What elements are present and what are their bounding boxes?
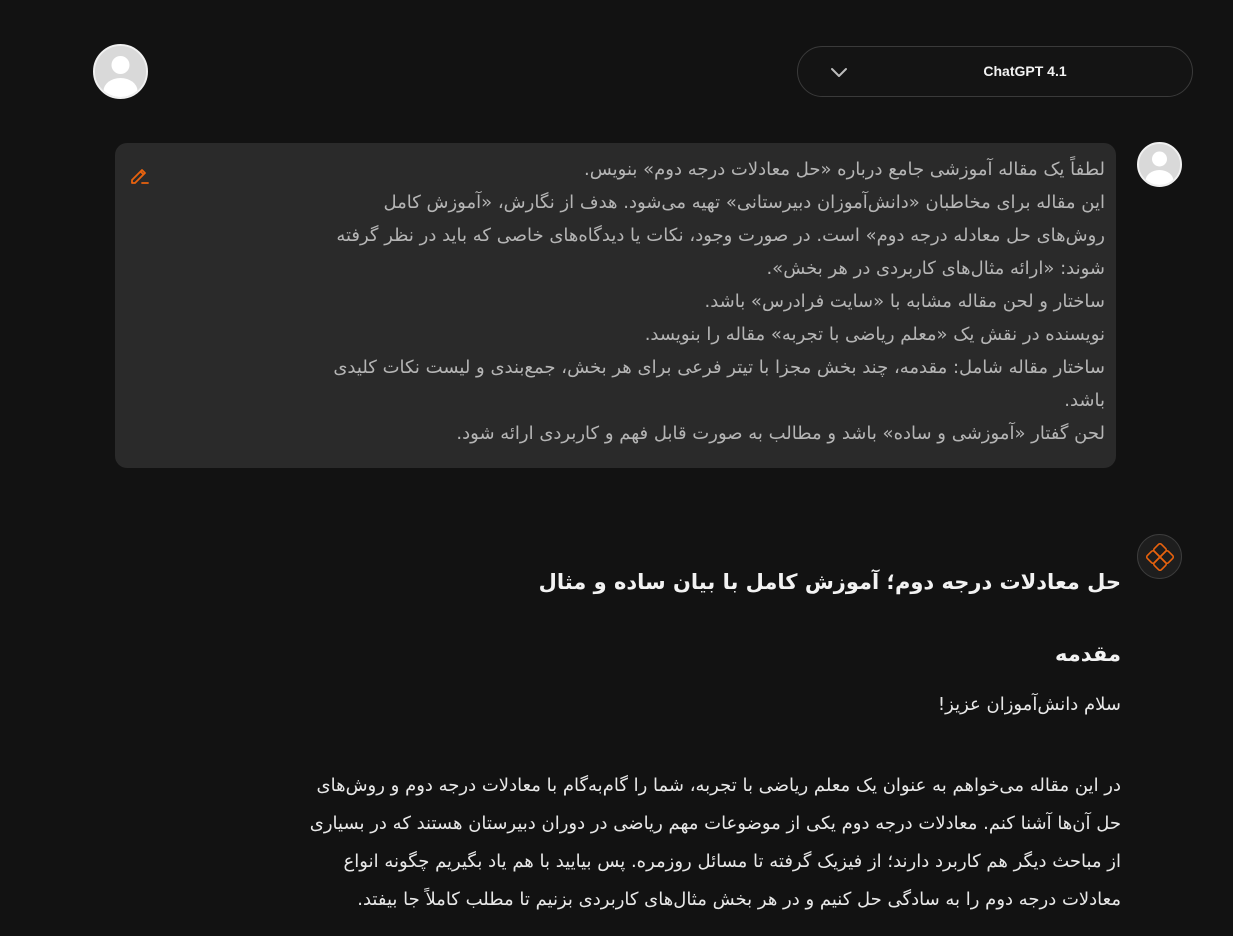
user-message-line: نویسنده در نقش یک «معلم ریاضی با تجربه» مقاله را بنویسد. [644, 324, 1105, 345]
model-selector[interactable] [797, 46, 1193, 97]
user-message-line: لحن گفتار «آموزشی و ساده» باشد و مطالب به صورت قابل فهم و کاربردی ارائه شود. [456, 423, 1105, 444]
user-message-text [165, 153, 1105, 450]
user-message-line: شوند: «ارائه مثال‌های کاربردی در هر بخش». [766, 258, 1105, 279]
paragraph-line: معادلات درجه دوم را به سادگی حل کنیم و در هر بخش مثال‌های کاربردی بزنیم تا مطلب کاملاً جا بیفتد. [357, 889, 1121, 910]
user-message-bubble [115, 143, 1116, 468]
paragraph-line: از مباحث دیگر هم کاربرد دارند؛ از فیزیک گرفته تا مسائل روزمره. پس بیایید با هم یاد بگیریم چگونه انواع [343, 851, 1121, 872]
pencil-icon[interactable] [128, 163, 152, 187]
account-avatar[interactable] [93, 44, 148, 99]
paragraph-line: در این مقاله می‌خواهم به عنوان یک معلم ریاضی با تجربه، شما را گام‌به‌گام با معادلات درجه دوم و روش‌های [316, 775, 1121, 796]
user-message-line: روش‌های حل معادله درجه دوم» است. در صورت وجود، نکات یا دیدگاه‌های خاصی که باید در نظر گرفته [336, 225, 1105, 246]
user-message-line: لطفاً یک مقاله آموزشی جامع درباره «حل معادلات درجه دوم» بنویس. [584, 159, 1105, 180]
greeting-text: سلام دانش‌آموزان عزیز! [937, 694, 1121, 715]
user-avatar-icon [1139, 144, 1180, 185]
paragraph-line: حل آن‌ها آشنا کنم. معادلات درجه دوم یکی از موضوعات مهم ریاضی در دوران دبیرستان هستند که در بسیاری [309, 813, 1121, 834]
intro-paragraph [111, 767, 1121, 919]
article-title: حل معادلات درجه دوم؛ آموزش کامل با بیان ساده و مثال [538, 570, 1121, 594]
user-message-line: ساختار و لحن مقاله مشابه با «سایت فرادرس» باشد. [704, 291, 1105, 312]
chevron-down-icon [828, 61, 850, 83]
section-heading: مقدمه [1055, 642, 1121, 666]
assistant-avatar [1137, 534, 1182, 579]
assistant-logo-icon [1146, 543, 1174, 571]
model-name: ChatGPT 4.1 [983, 63, 1067, 79]
user-avatar-icon [95, 46, 146, 97]
user-message-line: باشد. [1064, 390, 1105, 411]
user-message-line: ساختار مقاله شامل: مقدمه، چند بخش مجزا با تیتر فرعی برای هر بخش، جمع‌بندی و لیست نکات کلیدی [333, 357, 1105, 378]
user-message-avatar [1137, 142, 1182, 187]
user-message-line: این مقاله برای مخاطبان «دانش‌آموزان دبیرستانی» تهیه می‌شود. هدف از نگارش، «آموزش کامل [383, 192, 1105, 213]
